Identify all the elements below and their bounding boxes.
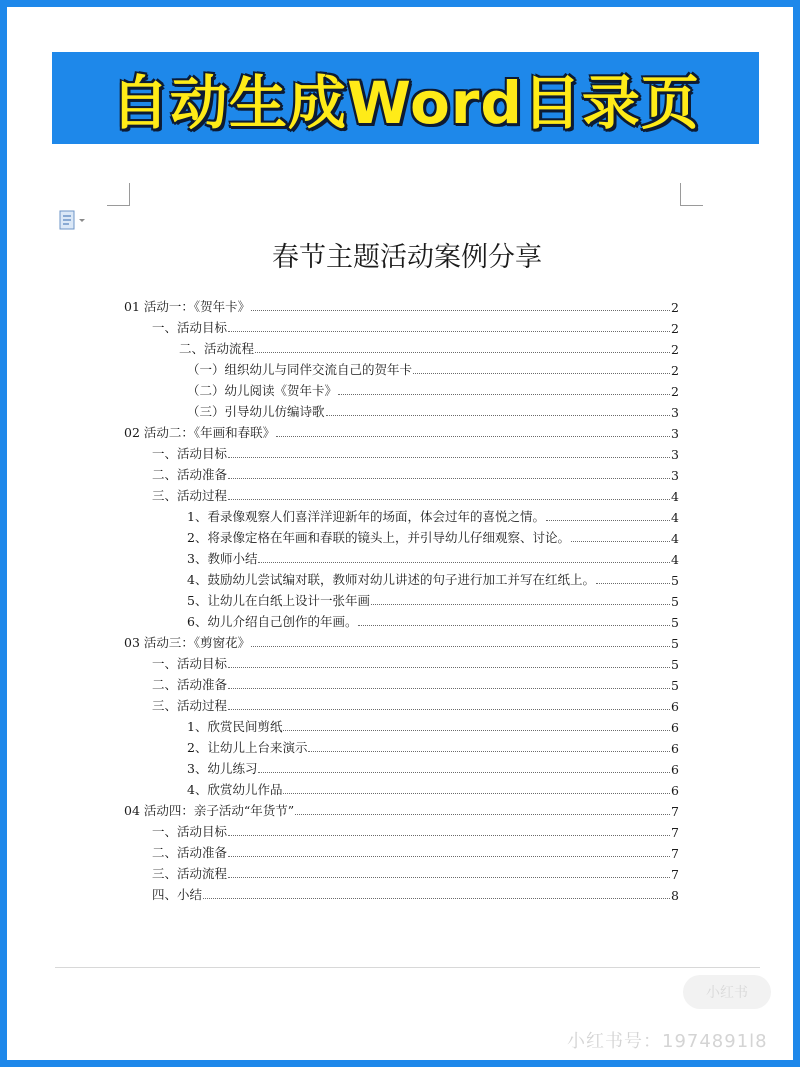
toc-page-number: 3 — [671, 447, 679, 462]
toc-entry-text: 1、看录像观察人们喜洋洋迎新年的场面，体会过年的喜悦之情。 — [187, 509, 545, 524]
toc-page-number: 5 — [671, 573, 679, 588]
toc-entry[interactable] — [152, 652, 679, 672]
toc-entry-text: 二、活动准备 — [152, 677, 228, 692]
toc-entry-text: 四、小结 — [152, 887, 203, 902]
toc-page-number: 2 — [671, 342, 679, 357]
page-corner-mark-left — [107, 183, 130, 206]
toc-entry[interactable] — [187, 610, 679, 630]
toc-entry[interactable] — [187, 547, 679, 567]
toc-entry[interactable] — [152, 841, 679, 861]
toc-page-number: 7 — [671, 867, 679, 882]
toc-page-number: 8 — [671, 888, 679, 903]
toc-leader — [258, 561, 670, 563]
toc-page-number: 3 — [671, 426, 679, 441]
toc-page-number: 5 — [671, 594, 679, 609]
toc-leader — [596, 582, 670, 584]
toc-page-number: 4 — [671, 552, 679, 567]
toc-entry[interactable] — [187, 379, 679, 399]
toc-entry-text: 3、教师小结 — [187, 551, 258, 566]
toc-page-number: 3 — [671, 405, 679, 420]
toc-leader — [326, 414, 670, 416]
toc-entry-text: 二、活动准备 — [152, 467, 228, 482]
toc-leader — [571, 540, 670, 542]
toc-entry-text: 一、活动目标 — [152, 446, 228, 461]
toc-page-number: 5 — [671, 657, 679, 672]
toc-page-number: 6 — [671, 762, 679, 777]
toc-entry-text: 2、将录像定格在年画和春联的镜头上，并引导幼儿仔细观察、讨论。 — [187, 530, 570, 545]
toc-entry[interactable] — [187, 757, 679, 777]
toc-leader — [228, 855, 670, 857]
toc-page-number: 7 — [671, 846, 679, 861]
toc-entry-text: 04 活动四：亲子活动“年货节” — [124, 803, 295, 818]
toc-page-number: 6 — [671, 699, 679, 714]
toc-leader — [228, 330, 670, 332]
toc-entry-text: 03 活动三：《剪窗花》 — [124, 635, 251, 650]
toc-leader — [295, 813, 670, 815]
toc-entry-text: 01 活动一：《贺年卡》 — [124, 299, 251, 314]
watermark-logo: 小红书 — [683, 975, 771, 1009]
toc-entry[interactable] — [152, 820, 679, 840]
toc-page-number: 6 — [671, 720, 679, 735]
toc-page-number: 4 — [671, 510, 679, 525]
toc-entry[interactable] — [152, 694, 679, 714]
toc-entry-text: 一、活动目标 — [152, 824, 228, 839]
title-banner — [52, 52, 759, 144]
document-menu-icon[interactable] — [59, 209, 87, 231]
toc-leader — [283, 792, 670, 794]
toc-leader — [358, 624, 670, 626]
toc-entry[interactable] — [187, 505, 679, 525]
toc-entry[interactable] — [187, 568, 679, 588]
toc-entry-text: 5、让幼儿在白纸上设计一张年画 — [187, 593, 370, 608]
document-title: 春节主题活动案例分享 — [272, 242, 542, 273]
toc-entry-text: 2、让幼儿上台来演示 — [187, 740, 308, 755]
toc-entry[interactable] — [152, 883, 679, 903]
toc-leader — [283, 729, 670, 731]
toc-entry-text: （二）幼儿阅读《贺年卡》 — [187, 383, 338, 398]
toc-leader — [251, 645, 670, 647]
toc-entry-text: 二、活动流程 — [179, 341, 255, 356]
toc-entry[interactable] — [187, 358, 679, 378]
toc-page-number: 3 — [671, 468, 679, 483]
toc-leader — [308, 750, 670, 752]
toc-leader — [255, 351, 670, 353]
toc-page-number: 6 — [671, 741, 679, 756]
toc-leader — [228, 666, 670, 668]
toc-page-number: 2 — [671, 300, 679, 315]
toc-entry[interactable] — [152, 316, 679, 336]
toc-leader — [251, 309, 670, 311]
toc-entry-text: 一、活动目标 — [152, 320, 228, 335]
toc-leader — [228, 708, 670, 710]
toc-entry[interactable] — [187, 400, 679, 420]
toc-entry[interactable] — [124, 421, 679, 441]
toc-entry[interactable] — [152, 484, 679, 504]
toc-leader — [276, 435, 670, 437]
toc-entry-text: 02 活动二：《年画和春联》 — [124, 425, 276, 440]
banner-title: 自动生成Word目录页 — [111, 69, 700, 137]
toc-page-number: 5 — [671, 636, 679, 651]
toc-leader — [413, 372, 670, 374]
toc-page-number: 7 — [671, 825, 679, 840]
toc-leader — [338, 393, 670, 395]
toc-leader — [203, 897, 670, 899]
toc-entry[interactable] — [124, 295, 679, 315]
toc-entry-text: 4、欣赏幼儿作品 — [187, 782, 283, 797]
toc-entry-text: 三、活动过程 — [152, 698, 228, 713]
toc-leader — [228, 876, 670, 878]
toc-entry-text: 一、活动目标 — [152, 656, 228, 671]
toc-page-number: 2 — [671, 363, 679, 378]
toc-entry-text: 1、欣赏民间剪纸 — [187, 719, 283, 734]
toc-entry-text: （一）组织幼儿与同伴交流自己的贺年卡 — [187, 362, 413, 377]
page-corner-mark-right — [680, 183, 703, 206]
toc-page-number: 4 — [671, 531, 679, 546]
toc-entry[interactable] — [152, 862, 679, 882]
toc-entry[interactable] — [187, 778, 679, 798]
toc-entry-text: 4、鼓励幼儿尝试编对联，教师对幼儿讲述的句子进行加工并写在红纸上。 — [187, 572, 595, 587]
toc-leader — [228, 498, 670, 500]
toc-leader — [371, 603, 670, 605]
toc-entry[interactable] — [187, 736, 679, 756]
toc-page-number: 6 — [671, 783, 679, 798]
toc-entry-text: 三、活动过程 — [152, 488, 228, 503]
toc-page-number: 5 — [671, 615, 679, 630]
watermark-id: 小红书号：1974891l8 — [567, 1031, 768, 1052]
toc-entry[interactable] — [152, 442, 679, 462]
toc-leader — [546, 519, 670, 521]
toc-entry[interactable] — [124, 799, 679, 819]
toc-leader — [228, 687, 670, 689]
toc-leader — [228, 834, 670, 836]
toc-entry[interactable] — [179, 337, 679, 357]
document-icon — [59, 210, 87, 230]
toc-entry-text: （三）引导幼儿仿编诗歌 — [187, 404, 325, 419]
toc-leader — [228, 456, 670, 458]
toc-page-number: 5 — [671, 678, 679, 693]
toc-entry-text: 3、幼儿练习 — [187, 761, 258, 776]
toc-entry[interactable] — [187, 589, 679, 609]
toc-entry[interactable] — [187, 715, 679, 735]
toc-entry[interactable] — [152, 673, 679, 693]
toc-entry[interactable] — [152, 463, 679, 483]
toc-page-number: 4 — [671, 489, 679, 504]
toc-page-number: 2 — [671, 384, 679, 399]
toc-leader — [258, 771, 670, 773]
toc-entry[interactable] — [187, 526, 679, 546]
toc-page-number: 7 — [671, 804, 679, 819]
toc-entry[interactable] — [124, 631, 679, 651]
toc-entry-text: 6、幼儿介绍自己创作的年画。 — [187, 614, 358, 629]
toc-entry-text: 二、活动准备 — [152, 845, 228, 860]
toc-page-number: 2 — [671, 321, 679, 336]
toc-entry-text: 三、活动流程 — [152, 866, 228, 881]
toc-leader — [228, 477, 670, 479]
page-bottom-divider — [55, 967, 760, 968]
